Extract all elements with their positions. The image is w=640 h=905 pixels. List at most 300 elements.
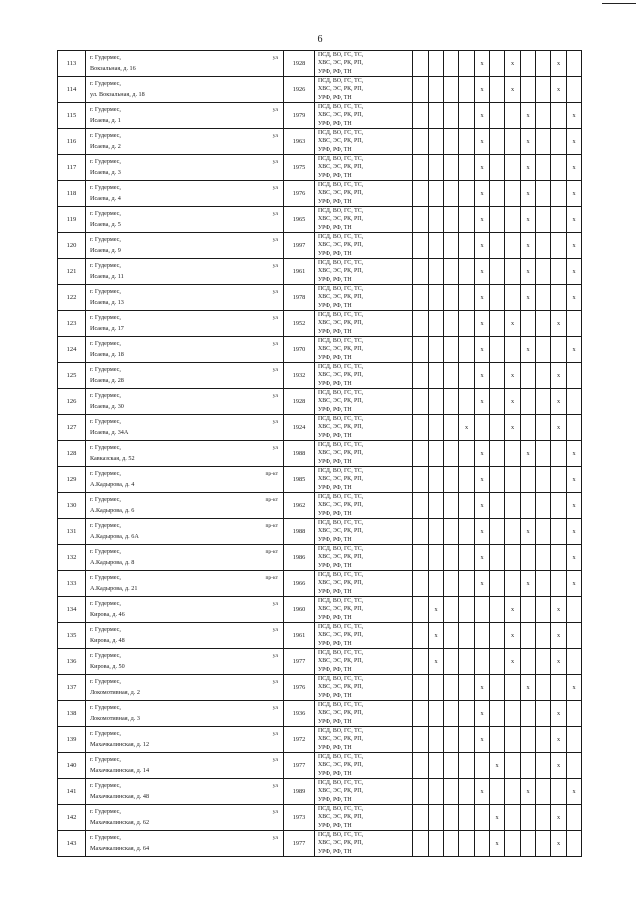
- work-type-mark: [551, 545, 567, 571]
- work-type-mark: x: [521, 519, 536, 545]
- work-type-mark: x: [567, 675, 582, 701]
- table-row: [58, 597, 582, 623]
- work-type-mark: [536, 805, 551, 831]
- work-type-mark: [536, 753, 551, 779]
- work-type-mark: [567, 701, 582, 727]
- work-type-mark: [490, 779, 505, 805]
- service-list: [315, 285, 413, 311]
- address-cell: [86, 363, 284, 389]
- service-codes-line: ПСД, ВО, ГС, ТС,: [318, 624, 364, 631]
- build-year: 1928: [284, 51, 315, 77]
- work-type-mark: [536, 519, 551, 545]
- street-type: ул: [272, 341, 278, 347]
- service-codes-line: ПСД, ВО, ГС, ТС,: [318, 390, 364, 397]
- address-cell: [86, 545, 284, 571]
- build-year: 1966: [284, 571, 315, 597]
- address-city: г. Гудермес,: [90, 574, 121, 581]
- service-codes-line: ПСД, ВО, ГС, ТС,: [318, 442, 364, 449]
- address-city: г. Гудермес,: [90, 730, 121, 737]
- service-codes-line: УРФ, РФ, ТН: [318, 302, 352, 309]
- work-type-mark: [567, 623, 582, 649]
- work-type-mark: x: [567, 155, 582, 181]
- row-number: 125: [58, 363, 86, 389]
- work-type-mark: x: [475, 259, 490, 285]
- service-list: [315, 103, 413, 129]
- work-type-mark: [490, 701, 505, 727]
- build-year: 1975: [284, 155, 315, 181]
- address-city: г. Гудермес,: [90, 80, 121, 87]
- address-street: А.Кадырова, д. 4: [90, 481, 135, 488]
- address-cell: [86, 493, 284, 519]
- address-street: Исаева, д. 1: [90, 117, 121, 124]
- service-codes-line: ХВС, ЭС, РК, РП,: [318, 372, 363, 379]
- work-type-mark: [444, 727, 459, 753]
- work-type-mark: [490, 103, 505, 129]
- address-street: Махачкалинская, д. 48: [90, 793, 150, 800]
- work-type-mark: [413, 363, 429, 389]
- service-list: [315, 259, 413, 285]
- address-street: Локомотивная, д. 2: [90, 689, 141, 696]
- row-number: 141: [58, 779, 86, 805]
- service-codes-line: ПСД, ВО, ГС, ТС,: [318, 52, 364, 59]
- service-codes-line: ПСД, ВО, ГС, ТС,: [318, 520, 364, 527]
- row-number: 139: [58, 727, 86, 753]
- address-city: г. Гудермес,: [90, 496, 121, 503]
- row-number: 114: [58, 77, 86, 103]
- table-row: [58, 363, 582, 389]
- street-type: ул: [272, 289, 278, 295]
- service-codes-line: ХВС, ЭС, РК, РП,: [318, 762, 363, 769]
- address-city: г. Гудермес,: [90, 106, 121, 113]
- address-cell: [86, 233, 284, 259]
- work-type-mark: x: [551, 311, 567, 337]
- build-year: 1926: [284, 77, 315, 103]
- service-codes-line: УРФ, РФ, ТН: [318, 744, 352, 751]
- work-type-mark: [505, 545, 521, 571]
- row-number: 133: [58, 571, 86, 597]
- work-type-mark: [475, 649, 490, 675]
- build-year: 1924: [284, 415, 315, 441]
- work-type-mark: [536, 415, 551, 441]
- work-type-mark: [475, 597, 490, 623]
- service-codes-line: ПСД, ВО, ГС, ТС,: [318, 676, 364, 683]
- address-street: Махачкалинская, д. 62: [90, 819, 150, 826]
- work-type-mark: x: [475, 779, 490, 805]
- row-number: 127: [58, 415, 86, 441]
- address-cell: [86, 597, 284, 623]
- service-codes-line: ХВС, ЭС, РК, РП,: [318, 502, 363, 509]
- work-type-mark: x: [521, 129, 536, 155]
- address-street: Исаева, д. 13: [90, 299, 124, 306]
- work-type-mark: [536, 493, 551, 519]
- work-type-mark: [490, 389, 505, 415]
- work-type-mark: [551, 571, 567, 597]
- work-type-mark: x: [567, 103, 582, 129]
- work-type-mark: x: [521, 285, 536, 311]
- build-year: 1989: [284, 779, 315, 805]
- service-list: [315, 571, 413, 597]
- service-codes-line: ПСД, ВО, ГС, ТС,: [318, 208, 364, 215]
- row-number: 128: [58, 441, 86, 467]
- work-type-mark: [567, 649, 582, 675]
- street-type: ул: [272, 835, 278, 841]
- address-street: Кирова, д. 46: [90, 611, 125, 618]
- work-type-mark: [444, 493, 459, 519]
- address-city: г. Гудермес,: [90, 366, 121, 373]
- work-type-mark: [536, 207, 551, 233]
- build-year: 1978: [284, 285, 315, 311]
- street-type: ул: [272, 627, 278, 633]
- table-row: [58, 805, 582, 831]
- work-type-mark: x: [551, 701, 567, 727]
- work-type-mark: [459, 311, 475, 337]
- work-type-mark: x: [475, 129, 490, 155]
- work-type-mark: [521, 727, 536, 753]
- table-row: [58, 103, 582, 129]
- work-type-mark: [459, 259, 475, 285]
- work-type-mark: [444, 805, 459, 831]
- table-row: [58, 207, 582, 233]
- work-type-mark: [413, 701, 429, 727]
- address-city: г. Гудермес,: [90, 600, 121, 607]
- service-codes-line: УРФ, РФ, ТН: [318, 406, 352, 413]
- service-codes-line: ПСД, ВО, ГС, ТС,: [318, 754, 364, 761]
- service-codes-line: УРФ, РФ, ТН: [318, 536, 352, 543]
- work-type-mark: [536, 311, 551, 337]
- address-street: Махачкалинская, д. 14: [90, 767, 150, 774]
- address-cell: [86, 467, 284, 493]
- work-type-mark: [413, 597, 429, 623]
- table-row: [58, 831, 582, 857]
- service-codes-line: ПСД, ВО, ГС, ТС,: [318, 494, 364, 501]
- work-type-mark: x: [521, 337, 536, 363]
- build-year: 1986: [284, 545, 315, 571]
- work-type-mark: [459, 77, 475, 103]
- service-list: [315, 441, 413, 467]
- address-cell: [86, 675, 284, 701]
- service-codes-line: УРФ, РФ, ТН: [318, 484, 352, 491]
- work-type-mark: [490, 311, 505, 337]
- service-list: [315, 389, 413, 415]
- address-city: г. Гудермес,: [90, 340, 121, 347]
- work-type-mark: x: [475, 441, 490, 467]
- work-type-mark: [444, 389, 459, 415]
- street-type: ул: [272, 809, 278, 815]
- work-type-mark: [413, 259, 429, 285]
- build-year: 1952: [284, 311, 315, 337]
- work-type-mark: [444, 77, 459, 103]
- service-codes-line: УРФ, РФ, ТН: [318, 250, 352, 257]
- row-number: 131: [58, 519, 86, 545]
- work-type-mark: [505, 441, 521, 467]
- work-type-mark: [459, 285, 475, 311]
- address-cell: [86, 285, 284, 311]
- work-type-mark: [567, 753, 582, 779]
- work-type-mark: [413, 441, 429, 467]
- work-type-mark: [429, 727, 444, 753]
- work-type-mark: [490, 181, 505, 207]
- work-type-mark: x: [475, 207, 490, 233]
- work-type-mark: [413, 831, 429, 857]
- service-codes-line: ПСД, ВО, ГС, ТС,: [318, 104, 364, 111]
- work-type-mark: [459, 597, 475, 623]
- work-type-mark: [521, 649, 536, 675]
- work-type-mark: [429, 467, 444, 493]
- street-type: ул: [272, 393, 278, 399]
- address-city: г. Гудермес,: [90, 834, 121, 841]
- work-type-mark: [429, 181, 444, 207]
- table-row: [58, 311, 582, 337]
- work-type-mark: x: [521, 571, 536, 597]
- address-street: Исаева, д. 18: [90, 351, 124, 358]
- work-type-mark: [490, 441, 505, 467]
- service-list: [315, 311, 413, 337]
- work-type-mark: [567, 805, 582, 831]
- service-list: [315, 831, 413, 857]
- table-row: [58, 493, 582, 519]
- work-type-mark: x: [551, 77, 567, 103]
- work-type-mark: x: [521, 441, 536, 467]
- service-codes-line: УРФ, РФ, ТН: [318, 224, 352, 231]
- work-type-mark: [551, 155, 567, 181]
- address-city: г. Гудермес,: [90, 756, 121, 763]
- work-type-mark: [536, 467, 551, 493]
- work-type-mark: [444, 155, 459, 181]
- table-row: [58, 727, 582, 753]
- service-codes-line: ХВС, ЭС, РК, РП,: [318, 606, 363, 613]
- work-type-mark: [475, 753, 490, 779]
- work-type-mark: [536, 701, 551, 727]
- address-street: Исаева, д. 28: [90, 377, 124, 384]
- work-type-mark: [551, 493, 567, 519]
- work-type-mark: [459, 441, 475, 467]
- street-type: ул: [272, 731, 278, 737]
- street-type: пр-кт: [265, 575, 278, 581]
- work-type-mark: [413, 623, 429, 649]
- address-city: г. Гудермес,: [90, 678, 121, 685]
- address-city: г. Гудермес,: [90, 470, 121, 477]
- build-year: 1977: [284, 831, 315, 857]
- work-type-mark: x: [475, 181, 490, 207]
- work-type-mark: [521, 363, 536, 389]
- work-type-mark: [567, 415, 582, 441]
- work-type-mark: x: [505, 649, 521, 675]
- work-type-mark: [459, 363, 475, 389]
- street-type: ул: [272, 679, 278, 685]
- work-type-mark: [444, 207, 459, 233]
- service-codes-line: УРФ, РФ, ТН: [318, 822, 352, 829]
- work-type-mark: x: [475, 701, 490, 727]
- work-type-mark: [444, 441, 459, 467]
- service-list: [315, 467, 413, 493]
- work-type-mark: x: [505, 77, 521, 103]
- work-type-mark: [505, 493, 521, 519]
- street-type: ул: [272, 133, 278, 139]
- work-type-mark: [444, 415, 459, 441]
- service-codes-line: ПСД, ВО, ГС, ТС,: [318, 416, 364, 423]
- work-type-mark: x: [429, 597, 444, 623]
- address-city: г. Гудермес,: [90, 392, 121, 399]
- address-street: А.Кадырова, д. 6А: [90, 533, 139, 540]
- work-type-mark: [490, 207, 505, 233]
- address-city: г. Гудермес,: [90, 444, 121, 451]
- table-row: [58, 259, 582, 285]
- work-type-mark: [490, 51, 505, 77]
- service-codes-line: ХВС, ЭС, РК, РП,: [318, 736, 363, 743]
- service-codes-line: ХВС, ЭС, РК, РП,: [318, 164, 363, 171]
- work-type-mark: [429, 337, 444, 363]
- work-type-mark: [505, 779, 521, 805]
- work-type-mark: [490, 415, 505, 441]
- work-type-mark: [459, 155, 475, 181]
- work-type-mark: [536, 441, 551, 467]
- work-type-mark: [459, 51, 475, 77]
- work-type-mark: [490, 597, 505, 623]
- address-cell: [86, 207, 284, 233]
- work-type-mark: x: [521, 779, 536, 805]
- work-type-mark: [551, 519, 567, 545]
- work-type-mark: x: [567, 441, 582, 467]
- work-type-mark: [444, 831, 459, 857]
- work-type-mark: x: [459, 415, 475, 441]
- service-codes-line: УРФ, РФ, ТН: [318, 458, 352, 465]
- service-codes-line: ПСД, ВО, ГС, ТС,: [318, 78, 364, 85]
- address-street: Исаева, д. 30: [90, 403, 124, 410]
- service-codes-line: ПСД, ВО, ГС, ТС,: [318, 260, 364, 267]
- work-type-mark: [429, 779, 444, 805]
- work-type-mark: x: [505, 389, 521, 415]
- work-type-mark: [413, 415, 429, 441]
- work-type-mark: [459, 701, 475, 727]
- work-type-mark: [459, 389, 475, 415]
- work-type-mark: [444, 545, 459, 571]
- service-list: [315, 493, 413, 519]
- work-type-mark: [521, 51, 536, 77]
- work-type-mark: [536, 51, 551, 77]
- address-cell: [86, 779, 284, 805]
- service-codes-line: УРФ, РФ, ТН: [318, 562, 352, 569]
- work-type-mark: [429, 155, 444, 181]
- work-type-mark: x: [567, 181, 582, 207]
- work-type-mark: x: [567, 337, 582, 363]
- work-type-mark: [505, 727, 521, 753]
- address-street: Кирова, д. 50: [90, 663, 125, 670]
- work-type-mark: [521, 623, 536, 649]
- work-type-mark: x: [505, 363, 521, 389]
- work-type-mark: [505, 207, 521, 233]
- work-type-mark: x: [505, 623, 521, 649]
- work-type-mark: x: [475, 467, 490, 493]
- work-type-mark: [551, 103, 567, 129]
- service-codes-line: УРФ, РФ, ТН: [318, 796, 352, 803]
- work-type-mark: x: [567, 571, 582, 597]
- work-type-mark: [444, 233, 459, 259]
- work-type-mark: [459, 337, 475, 363]
- row-number: 138: [58, 701, 86, 727]
- work-type-mark: [413, 285, 429, 311]
- work-type-mark: [490, 129, 505, 155]
- address-cell: [86, 51, 284, 77]
- work-type-mark: [505, 519, 521, 545]
- build-year: 1973: [284, 805, 315, 831]
- service-codes-line: ПСД, ВО, ГС, ТС,: [318, 130, 364, 137]
- work-type-mark: [505, 467, 521, 493]
- work-type-mark: x: [567, 545, 582, 571]
- work-type-mark: [429, 103, 444, 129]
- work-type-mark: [536, 675, 551, 701]
- work-type-mark: [429, 519, 444, 545]
- work-type-mark: x: [567, 779, 582, 805]
- work-type-mark: [521, 831, 536, 857]
- work-type-mark: [521, 493, 536, 519]
- service-list: [315, 649, 413, 675]
- address-city: г. Гудермес,: [90, 652, 121, 659]
- build-year: 1976: [284, 181, 315, 207]
- build-year: 1963: [284, 129, 315, 155]
- work-type-mark: [413, 571, 429, 597]
- service-codes-line: ХВС, ЭС, РК, РП,: [318, 450, 363, 457]
- table-row: [58, 519, 582, 545]
- row-number: 129: [58, 467, 86, 493]
- work-type-mark: [505, 103, 521, 129]
- address-city: г. Гудермес,: [90, 210, 121, 217]
- service-list: [315, 155, 413, 181]
- address-city: г. Гудермес,: [90, 522, 121, 529]
- work-type-mark: [413, 129, 429, 155]
- service-codes-line: ХВС, ЭС, РК, РП,: [318, 346, 363, 353]
- row-number: 124: [58, 337, 86, 363]
- work-type-mark: [444, 649, 459, 675]
- work-type-mark: [444, 753, 459, 779]
- service-list: [315, 207, 413, 233]
- street-type: ул: [272, 211, 278, 217]
- address-cell: [86, 77, 284, 103]
- work-type-mark: x: [505, 311, 521, 337]
- service-codes-line: ХВС, ЭС, РК, РП,: [318, 86, 363, 93]
- work-type-mark: [505, 181, 521, 207]
- work-type-mark: [429, 415, 444, 441]
- work-type-mark: [459, 519, 475, 545]
- work-type-mark: [444, 129, 459, 155]
- build-year: 1976: [284, 675, 315, 701]
- work-type-mark: x: [567, 129, 582, 155]
- service-codes-line: ХВС, ЭС, РК, РП,: [318, 788, 363, 795]
- page-number: 6: [317, 34, 323, 45]
- build-year: 1932: [284, 363, 315, 389]
- service-codes-line: УРФ, РФ, ТН: [318, 380, 352, 387]
- work-type-mark: [413, 467, 429, 493]
- service-codes-line: УРФ, РФ, ТН: [318, 510, 352, 517]
- work-type-mark: [444, 311, 459, 337]
- work-type-mark: [521, 77, 536, 103]
- service-list: [315, 545, 413, 571]
- work-type-mark: x: [490, 831, 505, 857]
- work-type-mark: [444, 51, 459, 77]
- table-row: [58, 441, 582, 467]
- service-codes-line: ХВС, ЭС, РК, РП,: [318, 840, 363, 847]
- work-type-mark: [429, 805, 444, 831]
- work-type-mark: [536, 779, 551, 805]
- street-type: ул: [272, 107, 278, 113]
- work-type-mark: [551, 207, 567, 233]
- work-type-mark: [475, 805, 490, 831]
- work-type-mark: [413, 779, 429, 805]
- service-codes-line: УРФ, РФ, ТН: [318, 198, 352, 205]
- work-type-mark: x: [567, 233, 582, 259]
- service-codes-line: ХВС, ЭС, РК, РП,: [318, 710, 363, 717]
- work-type-mark: x: [475, 493, 490, 519]
- work-type-mark: [505, 337, 521, 363]
